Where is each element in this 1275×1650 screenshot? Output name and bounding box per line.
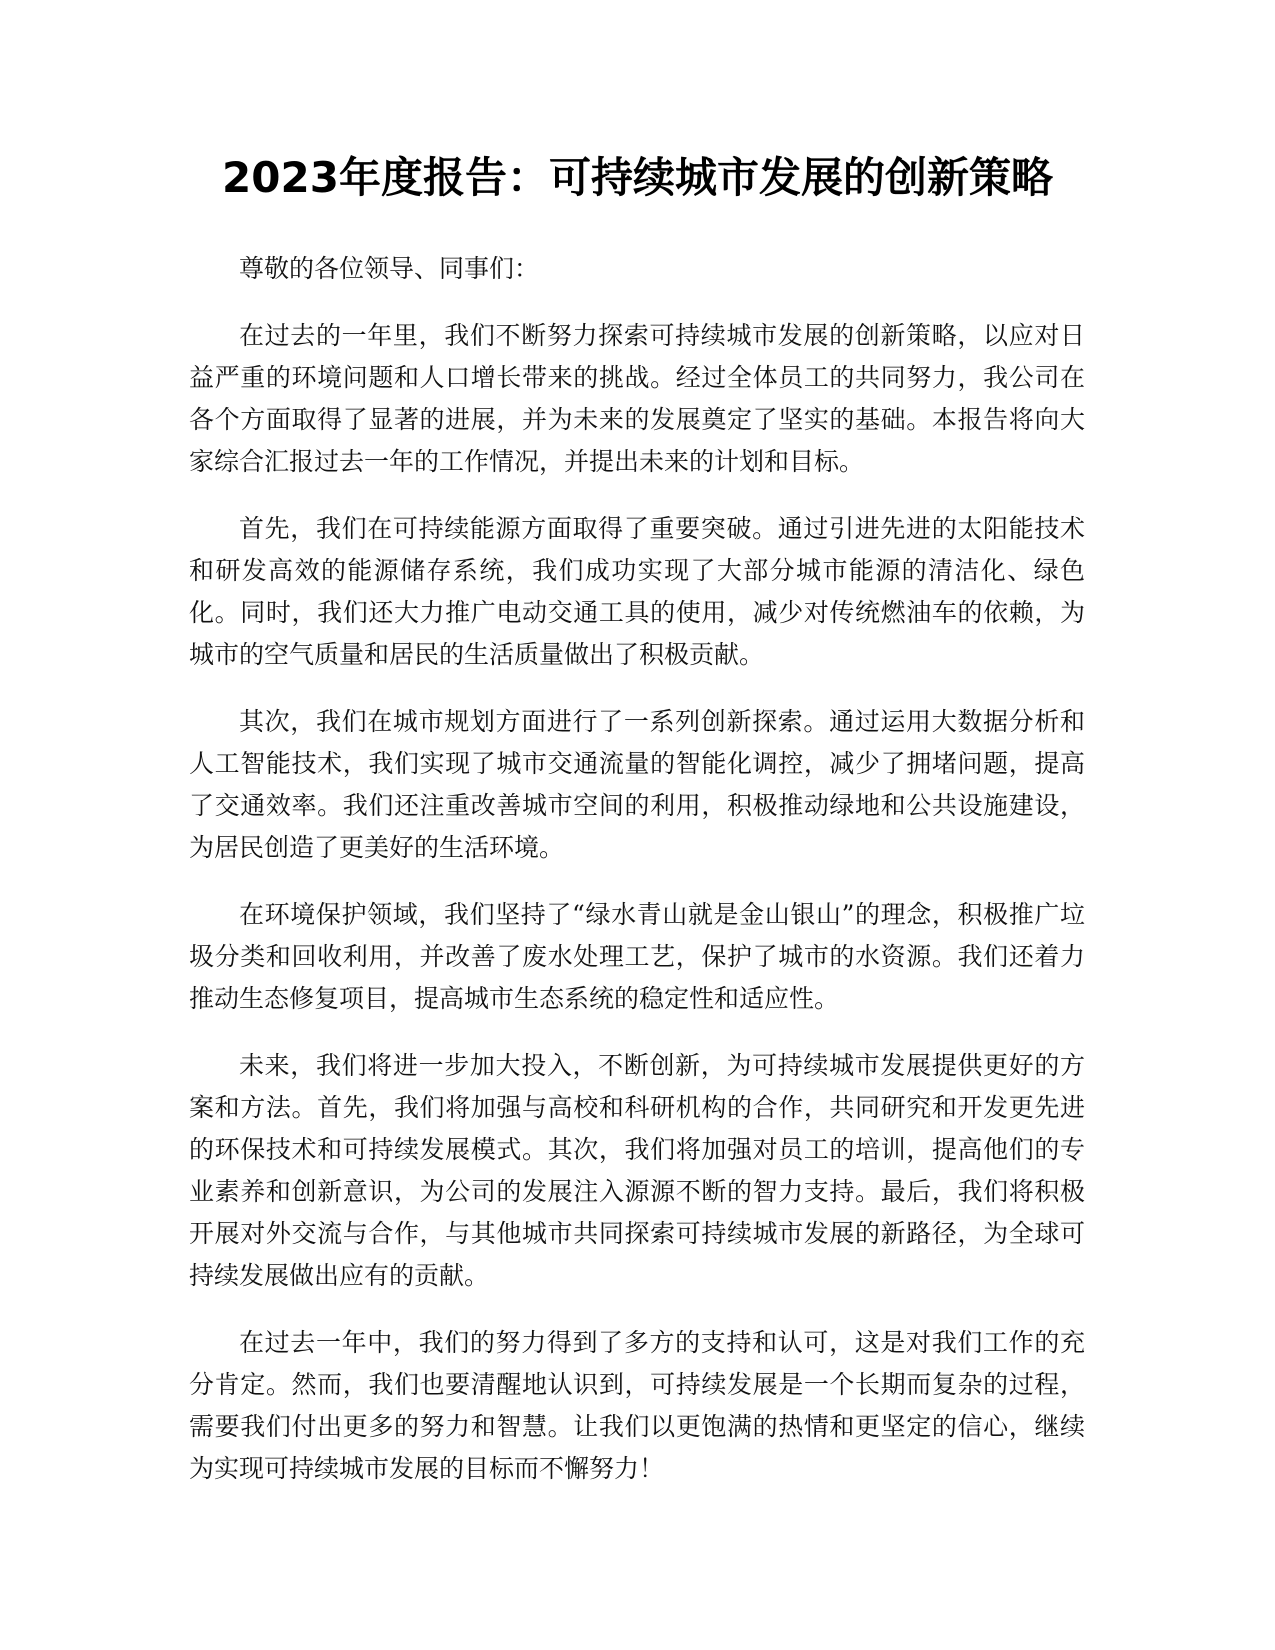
body-paragraph: 在过去的一年里，我们不断努力探索可持续城市发展的创新策略，以应对日益严重的环境问题和人口增长带来的挑战。经过全体员工的共同努力，我公司在各个方面取得了显著的进展，并为未来的发展奠定了坚实的基础。本报告将向大家综合汇报过去一年的工作情况，并提出未来的计划和目标。 [189, 321, 1085, 476]
body-paragraph: 未来，我们将进一步加大投入，不断创新，为可持续城市发展提供更好的方案和方法。首先，我们将加强与高校和科研机构的合作，共同研究和开发更先进的环保技术和可持续发展模式。其次，我们将加强对员工的培训，提高他们的专业素养和创新意识，为公司的发展注入源源不断的智力支持。最后，我们将积极开展对外交流与合作，与其他城市共同探索可持续城市发展的新路径，为全球可持续发展做出应有的贡献。 [189, 1051, 1085, 1290]
greeting-paragraph: 尊敬的各位领导、同事们： [239, 254, 540, 283]
body-paragraph: 其次，我们在城市规划方面进行了一系列创新探索。通过运用大数据分析和人工智能技术，我们实现了城市交通流量的智能化调控，减少了拥堵问题，提高了交通效率。我们还注重改善城市空间的利用，积极推动绿地和公共设施建设，为居民创造了更美好的生活环境。 [189, 707, 1085, 862]
body-paragraph: 在过去一年中，我们的努力得到了多方的支持和认可，这是对我们工作的充分肯定。然而，我们也要清醒地认识到，可持续发展是一个长期而复杂的过程，需要我们付出更多的努力和智慧。让我们以更饱满的热情和更坚定的信心，继续为实现可持续城市发展的目标而不懈努力！ [189, 1328, 1085, 1483]
body-paragraph: 在环境保护领域，我们坚持了“绿水青山就是金山银山”的理念，积极推广垃圾分类和回收利用，并改善了废水处理工艺，保护了城市的水资源。我们还着力推动生态修复项目，提高城市生态系统的稳定性和适应性。 [189, 900, 1085, 1013]
body-paragraph: 首先，我们在可持续能源方面取得了重要突破。通过引进先进的太阳能技术和研发高效的能源储存系统，我们成功实现了大部分城市能源的清洁化、绿色化。同时，我们还大力推广电动交通工具的使用，减少对传统燃油车的依赖，为城市的空气质量和居民的生活质量做出了积极贡献。 [189, 514, 1085, 669]
document-body [189, 248, 1085, 1515]
document-title: 2023年度报告：可持续城市发展的创新策略 [222, 153, 1053, 202]
